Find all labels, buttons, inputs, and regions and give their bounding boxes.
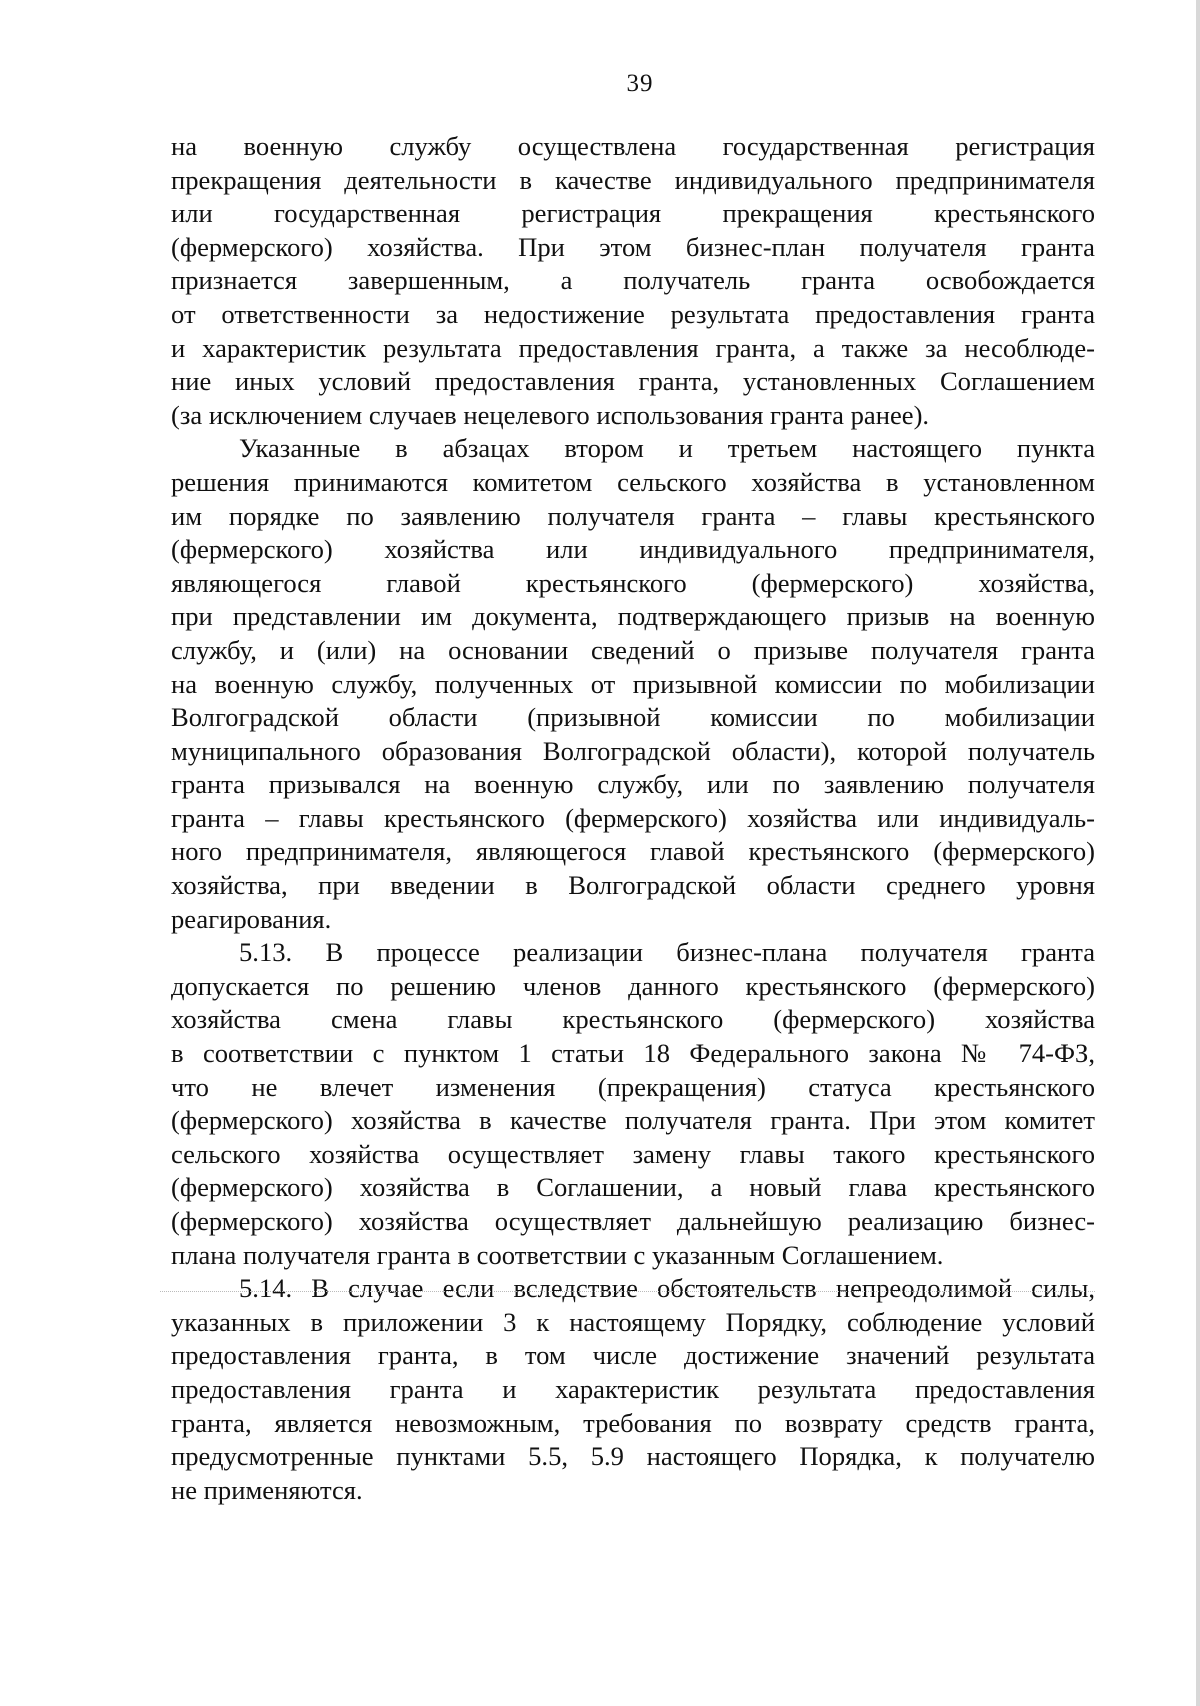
text-line: гранта призывался на военную службу, или по заявлению получателя	[171, 769, 1095, 800]
text-line: и характеристик результата предоставления гранта, а также за несоблюде-	[171, 332, 1095, 363]
text-line: допускается по решению членов данного крестьянского (фермерского)	[171, 970, 1095, 1001]
text-line: предоставления гранта и характеристик результата предоставления	[171, 1373, 1095, 1404]
text-line: службу, и (или) на основании сведений о призыве получателя гранта	[171, 634, 1095, 665]
scan-artifact-line	[160, 1291, 1095, 1293]
text-line: (фермерского) хозяйства в качестве получателя гранта. При этом комитет	[171, 1105, 1095, 1136]
text-line: что не влечет изменения (прекращения) статуса крестьянского	[171, 1071, 1095, 1102]
text-line: хозяйства, при введении в Волгоградской области среднего уровня	[171, 870, 1095, 901]
text-line: в соответствии с пунктом 1 статьи 18 Федерального закона № 74-ФЗ,	[171, 1038, 1095, 1069]
text-line: решения принимаются комитетом сельского хозяйства в установленном	[171, 466, 1095, 497]
text-line: (фермерского) хозяйства в Соглашении, а новый глава крестьянского	[171, 1172, 1095, 1203]
text-line: им порядке по заявлению получателя гранта – главы крестьянского	[171, 500, 1095, 531]
scan-edge	[1196, 0, 1200, 1706]
text-line: 5.14. В случае если вследствие обстоятельств непреодолимой силы,	[239, 1273, 1095, 1304]
text-line: являющегося главой крестьянского (фермерского) хозяйства,	[171, 567, 1095, 598]
text-line: при представлении им документа, подтверждающего призыв на военную	[171, 601, 1095, 632]
text-line: 5.13. В процессе реализации бизнес-плана получателя гранта	[239, 937, 1095, 968]
paragraph-continuation	[171, 130, 1095, 432]
text-line: плана получателя гранта в соответствии с указанным Соглашением.	[171, 1239, 944, 1270]
text-line: сельского хозяйства осуществляет замену главы такого крестьянского	[171, 1138, 1095, 1169]
text-line: Волгоградской области (призывной комиссии по мобилизации	[171, 702, 1095, 733]
text-line: реагирования.	[171, 903, 332, 934]
text-line: или государственная регистрация прекращения крестьянского	[171, 198, 1095, 229]
text-line: от ответственности за недостижение результата предоставления гранта	[171, 298, 1095, 329]
document-body	[171, 130, 1095, 1507]
text-line: хозяйства смена главы крестьянского (фермерского) хозяйства	[171, 1004, 1095, 1035]
text-line: на военную службу, полученных от призывной комиссии по мобилизации	[171, 668, 1095, 699]
text-line: не применяются.	[171, 1474, 363, 1505]
text-line: указанных в приложении 3 к настоящему Порядку, соблюдение условий	[171, 1306, 1095, 1337]
text-line: признается завершенным, а получатель гранта освобождается	[171, 265, 1095, 296]
text-line: прекращения деятельности в качестве индивидуального предпринимателя	[171, 164, 1095, 195]
text-line: ного предпринимателя, являющегося главой крестьянского (фермерского)	[171, 836, 1095, 867]
text-line: (фермерского) хозяйства. При этом бизнес-план получателя гранта	[171, 231, 1095, 262]
text-line: гранта – главы крестьянского (фермерского) хозяйства или индивидуаль-	[171, 802, 1095, 833]
paragraph-item-5-13	[171, 936, 1095, 1272]
text-line: на военную службу осуществлена государственная регистрация	[171, 131, 1095, 161]
text-line: предоставления гранта, в том числе достижение значений результата	[171, 1340, 1095, 1371]
page-number: 39	[626, 70, 654, 97]
text-line: Указанные в абзацах втором и третьем настоящего пункта	[239, 433, 1095, 464]
text-line: ние иных условий предоставления гранта, установленных Соглашением	[171, 366, 1095, 397]
paragraph-item-5-14	[171, 1272, 1095, 1507]
text-line: (фермерского) хозяйства или индивидуального предпринимателя,	[171, 534, 1095, 565]
text-line: (за исключением случаев нецелевого использования гранта ранее).	[171, 399, 930, 430]
text-line: предусмотренные пунктами 5.5, 5.9 настоящего Порядка, к получателю	[171, 1441, 1095, 1472]
text-line: гранта, является невозможным, требования по возврату средств гранта,	[171, 1407, 1095, 1438]
text-line: (фермерского) хозяйства осуществляет дальнейшую реализацию бизнес-	[171, 1206, 1095, 1236]
text-line: муниципального образования Волгоградской области), которой получатель	[171, 735, 1095, 766]
paragraph-decisions	[171, 432, 1095, 936]
